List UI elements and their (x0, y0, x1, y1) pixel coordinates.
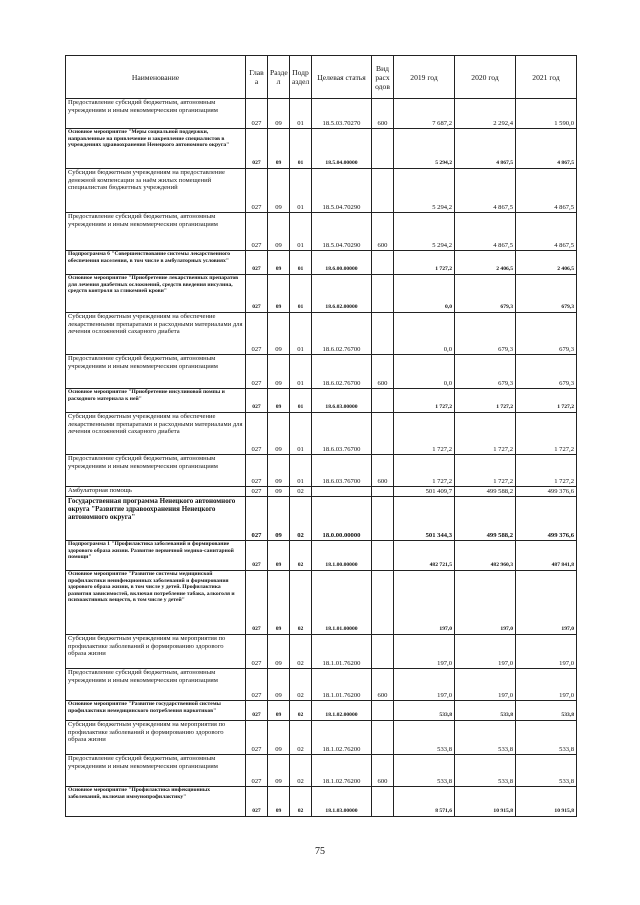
cell-y2021: 4 867,5 (516, 129, 577, 169)
cell-article: 18.1.03.00000 (312, 787, 372, 817)
cell-y2021: 1 727,2 (516, 389, 577, 413)
cell-name: Субсидии бюджетным учреждениям на мероприятия по профилактике заболеваний и формированию здорового образа жизни (66, 721, 246, 755)
cell-razdel: 09 (268, 497, 290, 541)
cell-vid (372, 701, 394, 721)
cell-name: Основное мероприятие "Профилактика инфекционных заболеваний, включая иммунопрофилактику" (66, 787, 246, 817)
cell-name: Основное мероприятие "Развитие государственной системы профилактики немедицинского потребления наркотиков" (66, 701, 246, 721)
cell-podrazdel: 01 (290, 213, 312, 251)
cell-y2019: 533,8 (394, 701, 455, 721)
cell-y2019: 1 727,2 (394, 251, 455, 275)
cell-y2020: 1 727,2 (455, 413, 516, 455)
cell-vid (372, 787, 394, 817)
cell-razdel: 09 (268, 129, 290, 169)
cell-glav: 027 (246, 787, 268, 817)
cell-glav: 027 (246, 355, 268, 389)
cell-y2020: 679,3 (455, 355, 516, 389)
cell-article: 18.5.04.70290 (312, 213, 372, 251)
cell-y2020: 499 588,2 (455, 497, 516, 541)
cell-name: Субсидии бюджетным учреждениям на мероприятия по профилактике заболеваний и формированию здорового образа жизни (66, 635, 246, 669)
header-2021: 2021 год (516, 56, 577, 99)
cell-vid (372, 721, 394, 755)
cell-y2021: 533,8 (516, 721, 577, 755)
cell-name: Предоставление субсидий бюджетным, автономным учреждениям и иным некоммерческим организациям (66, 455, 246, 487)
cell-article: 18.1.01.76200 (312, 635, 372, 669)
cell-y2021: 1 590,0 (516, 99, 577, 129)
cell-razdel: 09 (268, 701, 290, 721)
cell-vid: 600 (372, 669, 394, 701)
header-razdel: Разде л (268, 56, 290, 99)
cell-name: Предоставление субсидий бюджетным, автономным учреждениям и иным некоммерческим организациям (66, 99, 246, 129)
cell-y2019: 5 294,2 (394, 213, 455, 251)
cell-name: Основное мероприятие "Приобретение инсулиновой помпы и расходного материала к ней" (66, 389, 246, 413)
table-row (66, 169, 577, 213)
cell-y2019: 0,0 (394, 313, 455, 355)
cell-y2021: 10 915,8 (516, 787, 577, 817)
header-2019: 2019 год (394, 56, 455, 99)
cell-y2019: 1 727,2 (394, 455, 455, 487)
table-row (66, 787, 577, 817)
cell-y2021: 533,8 (516, 755, 577, 787)
cell-article: 18.0.00.00000 (312, 497, 372, 541)
header-2020: 2020 год (455, 56, 516, 99)
cell-article: 18.5.04.00000 (312, 129, 372, 169)
cell-razdel: 09 (268, 355, 290, 389)
header-row (66, 56, 577, 99)
cell-podrazdel: 01 (290, 251, 312, 275)
table-row (66, 755, 577, 787)
cell-podrazdel: 01 (290, 275, 312, 313)
cell-vid (372, 389, 394, 413)
table-row (66, 99, 577, 129)
cell-y2020: 533,8 (455, 721, 516, 755)
cell-article: 18.1.02.76200 (312, 755, 372, 787)
header-name: Наименование (66, 56, 246, 99)
cell-vid (372, 313, 394, 355)
cell-podrazdel: 02 (290, 487, 312, 497)
cell-podrazdel: 02 (290, 721, 312, 755)
cell-vid (372, 169, 394, 213)
cell-y2021: 197,0 (516, 635, 577, 669)
cell-glav: 027 (246, 455, 268, 487)
cell-y2019: 0,0 (394, 275, 455, 313)
table-row (66, 355, 577, 389)
cell-podrazdel: 02 (290, 787, 312, 817)
cell-vid (372, 571, 394, 635)
cell-podrazdel: 01 (290, 169, 312, 213)
cell-podrazdel: 01 (290, 129, 312, 169)
cell-vid (372, 129, 394, 169)
cell-y2020: 10 915,8 (455, 787, 516, 817)
cell-podrazdel: 02 (290, 755, 312, 787)
cell-razdel: 09 (268, 487, 290, 497)
table-row (66, 251, 577, 275)
cell-glav: 027 (246, 721, 268, 755)
cell-podrazdel: 01 (290, 455, 312, 487)
cell-y2021: 197,0 (516, 571, 577, 635)
table-row (66, 313, 577, 355)
cell-glav: 027 (246, 541, 268, 571)
cell-article: 18.1.02.00000 (312, 701, 372, 721)
cell-razdel: 09 (268, 787, 290, 817)
cell-name: Подпрограмма 6 "Совершенствование системы лекарственного обеспечения населения, в том числе в амбулаторных условиях" (66, 251, 246, 275)
cell-y2020: 499 588,2 (455, 487, 516, 497)
cell-y2019: 197,0 (394, 635, 455, 669)
cell-y2020: 4 867,5 (455, 129, 516, 169)
cell-y2020: 2 406,5 (455, 251, 516, 275)
table-row (66, 413, 577, 455)
cell-y2019: 0,0 (394, 355, 455, 389)
cell-podrazdel: 01 (290, 389, 312, 413)
cell-vid: 600 (372, 213, 394, 251)
cell-y2019: 197,0 (394, 571, 455, 635)
cell-y2020: 533,8 (455, 701, 516, 721)
cell-article: 18.1.02.76200 (312, 721, 372, 755)
cell-y2021: 487 841,8 (516, 541, 577, 571)
cell-vid: 600 (372, 355, 394, 389)
cell-y2021: 679,3 (516, 275, 577, 313)
cell-y2019: 533,8 (394, 721, 455, 755)
cell-razdel: 09 (268, 541, 290, 571)
table-row (66, 701, 577, 721)
cell-razdel: 09 (268, 251, 290, 275)
cell-article: 18.6.02.76700 (312, 355, 372, 389)
cell-y2021: 4 867,5 (516, 169, 577, 213)
cell-y2019: 482 721,5 (394, 541, 455, 571)
cell-glav: 027 (246, 129, 268, 169)
header-podrazdel: Подр аздел (290, 56, 312, 99)
cell-y2019: 1 727,2 (394, 413, 455, 455)
cell-razdel: 09 (268, 755, 290, 787)
cell-y2020: 197,0 (455, 669, 516, 701)
cell-podrazdel: 02 (290, 571, 312, 635)
cell-podrazdel: 02 (290, 541, 312, 571)
cell-article: 18.1.01.76200 (312, 669, 372, 701)
table-row (66, 275, 577, 313)
cell-glav: 027 (246, 99, 268, 129)
cell-glav: 027 (246, 497, 268, 541)
cell-y2021: 499 376,6 (516, 487, 577, 497)
cell-name: Государственная программа Ненецкого автономного округа "Развитие здравоохранения Ненецкого автономного округа" (66, 497, 246, 541)
cell-y2021: 679,3 (516, 313, 577, 355)
cell-name: Основное мероприятие "Приобретение лекарственных препаратов для лечения диабетных осложнений, средств введения инсулина, средств контроля за гликемией крови" (66, 275, 246, 313)
cell-razdel: 09 (268, 213, 290, 251)
cell-vid (372, 541, 394, 571)
table-row (66, 455, 577, 487)
cell-razdel: 09 (268, 99, 290, 129)
table-row (66, 721, 577, 755)
cell-y2019: 5 294,2 (394, 129, 455, 169)
cell-y2021: 1 727,2 (516, 455, 577, 487)
cell-y2020: 4 867,5 (455, 213, 516, 251)
cell-name: Предоставление субсидий бюджетным, автономным учреждениям и иным некоммерческим организациям (66, 213, 246, 251)
cell-name: Субсидии бюджетным учреждениям на обеспечение лекарственными препаратами и расходными материалами для лечения осложнений сахарного диабета (66, 413, 246, 455)
cell-y2021: 679,3 (516, 355, 577, 389)
cell-article: 18.5.04.70290 (312, 169, 372, 213)
cell-y2019: 1 727,2 (394, 389, 455, 413)
cell-razdel: 09 (268, 169, 290, 213)
cell-razdel: 09 (268, 313, 290, 355)
table-row (66, 541, 577, 571)
cell-article: 18.6.00.00000 (312, 251, 372, 275)
cell-glav: 027 (246, 413, 268, 455)
cell-y2021: 499 376,6 (516, 497, 577, 541)
table-row (66, 487, 577, 497)
cell-glav: 027 (246, 313, 268, 355)
cell-article: 18.1.00.00000 (312, 541, 372, 571)
cell-vid (372, 275, 394, 313)
cell-y2019: 5 294,2 (394, 169, 455, 213)
cell-article (312, 487, 372, 497)
cell-razdel: 09 (268, 669, 290, 701)
cell-y2020: 482 960,3 (455, 541, 516, 571)
cell-podrazdel: 02 (290, 497, 312, 541)
cell-article: 18.1.01.00000 (312, 571, 372, 635)
cell-glav: 027 (246, 669, 268, 701)
cell-podrazdel: 01 (290, 313, 312, 355)
header-article: Целевая статья (312, 56, 372, 99)
cell-article: 18.6.03.76700 (312, 455, 372, 487)
cell-y2019: 8 571,6 (394, 787, 455, 817)
table-row (66, 497, 577, 541)
cell-razdel: 09 (268, 635, 290, 669)
cell-name: Амбулаторная помощь (66, 487, 246, 497)
cell-vid: 600 (372, 455, 394, 487)
cell-y2021: 533,8 (516, 701, 577, 721)
cell-y2021: 4 867,5 (516, 213, 577, 251)
cell-name: Предоставление субсидий бюджетным, автономным учреждениям и иным некоммерческим организациям (66, 355, 246, 389)
cell-glav: 027 (246, 701, 268, 721)
cell-y2020: 679,3 (455, 313, 516, 355)
cell-name: Подпрограмма 1 "Профилактика заболеваний и формирование здорового образа жизни. Развитие первичной медико-санитарной помощи" (66, 541, 246, 571)
cell-y2021: 197,0 (516, 669, 577, 701)
cell-glav: 027 (246, 571, 268, 635)
table-row (66, 129, 577, 169)
cell-vid (372, 635, 394, 669)
cell-razdel: 09 (268, 455, 290, 487)
cell-razdel: 09 (268, 275, 290, 313)
budget-table (65, 55, 577, 817)
cell-podrazdel: 01 (290, 413, 312, 455)
cell-glav: 027 (246, 169, 268, 213)
cell-podrazdel: 01 (290, 99, 312, 129)
cell-y2020: 2 292,4 (455, 99, 516, 129)
cell-vid (372, 413, 394, 455)
cell-name: Предоставление субсидий бюджетным, автономным учреждениям и иным некоммерческим организациям (66, 755, 246, 787)
page-number: 75 (315, 846, 325, 857)
cell-name: Субсидии бюджетным учреждениям на предоставление денежной компенсации за наём жилых помещений специалистам бюджетных учреждений (66, 169, 246, 213)
cell-vid: 600 (372, 755, 394, 787)
cell-y2020: 533,8 (455, 755, 516, 787)
cell-name: Предоставление субсидий бюджетным, автономным учреждениям и иным некоммерческим организациям (66, 669, 246, 701)
cell-y2019: 7 687,2 (394, 99, 455, 129)
cell-glav: 027 (246, 635, 268, 669)
cell-y2020: 4 867,5 (455, 169, 516, 213)
table-row (66, 571, 577, 635)
cell-name: Основное мероприятие "Развитие системы медицинской профилактики неинфекционных заболеваний и формирования здорового образа жизни, в том числе у детей. Профилактика развития зависимостей, включая потребление табака, алкоголя и психоактивных веществ, в том числе у детей" (66, 571, 246, 635)
cell-vid (372, 497, 394, 541)
table-body (66, 99, 577, 817)
header-glav: Глав а (246, 56, 268, 99)
cell-vid (372, 487, 394, 497)
cell-razdel: 09 (268, 571, 290, 635)
cell-glav: 027 (246, 213, 268, 251)
cell-article: 18.6.03.76700 (312, 413, 372, 455)
cell-article: 18.5.03.70270 (312, 99, 372, 129)
cell-vid: 600 (372, 99, 394, 129)
cell-article: 18.6.03.00000 (312, 389, 372, 413)
cell-y2021: 1 727,2 (516, 413, 577, 455)
cell-y2019: 197,0 (394, 669, 455, 701)
cell-podrazdel: 02 (290, 669, 312, 701)
cell-razdel: 09 (268, 413, 290, 455)
cell-y2019: 533,8 (394, 755, 455, 787)
cell-glav: 027 (246, 275, 268, 313)
cell-y2021: 2 406,5 (516, 251, 577, 275)
cell-vid (372, 251, 394, 275)
table-row (66, 213, 577, 251)
cell-glav: 027 (246, 487, 268, 497)
cell-y2020: 1 727,2 (455, 455, 516, 487)
cell-glav: 027 (246, 251, 268, 275)
cell-glav: 027 (246, 755, 268, 787)
cell-podrazdel: 01 (290, 355, 312, 389)
cell-podrazdel: 02 (290, 701, 312, 721)
cell-podrazdel: 02 (290, 635, 312, 669)
cell-name: Основное мероприятие "Меры социальной поддержки, направленные на привлечение и закрепление специалистов в учреждениях здравоохранения Ненецкого автономного округа" (66, 129, 246, 169)
cell-y2020: 1 727,2 (455, 389, 516, 413)
table-row (66, 389, 577, 413)
cell-article: 18.6.02.76700 (312, 313, 372, 355)
cell-y2019: 501 409,7 (394, 487, 455, 497)
cell-razdel: 09 (268, 721, 290, 755)
cell-article: 18.6.02.00000 (312, 275, 372, 313)
table-row (66, 635, 577, 669)
cell-razdel: 09 (268, 389, 290, 413)
cell-y2020: 197,0 (455, 635, 516, 669)
cell-y2020: 679,3 (455, 275, 516, 313)
cell-glav: 027 (246, 389, 268, 413)
cell-y2020: 197,0 (455, 571, 516, 635)
table-row (66, 669, 577, 701)
cell-name: Субсидии бюджетным учреждениям на обеспечение лекарственными препаратами и расходными материалами для лечения осложнений сахарного диабета (66, 313, 246, 355)
cell-y2019: 501 344,3 (394, 497, 455, 541)
header-vid: Вид расх одов (372, 56, 394, 99)
